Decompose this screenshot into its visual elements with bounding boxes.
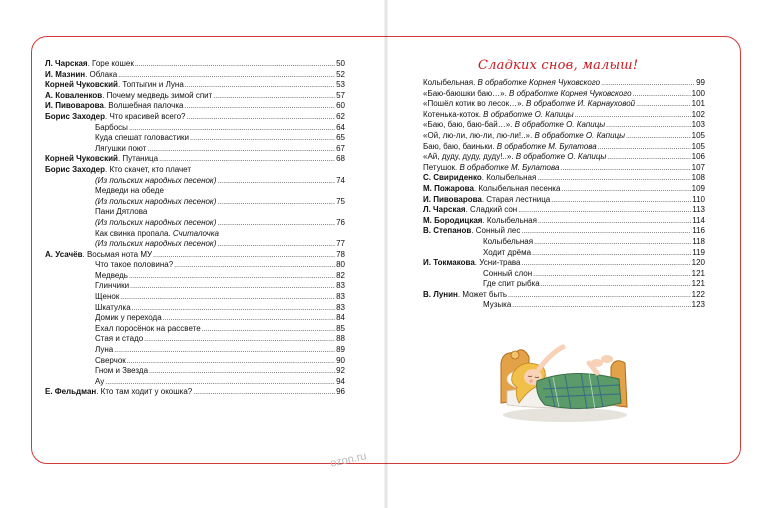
toc-entry-title <box>423 195 550 206</box>
toc-entry-text: Как свинка пропала. <box>95 228 173 238</box>
toc-entry <box>45 303 345 314</box>
toc-entry-text: . Колыбельная <box>481 173 537 183</box>
toc-page-number: 123 <box>691 300 705 310</box>
toc-page-number: 109 <box>691 183 705 193</box>
toc-entry-text: . Старая лестница <box>481 194 551 204</box>
toc-page-number: 121 <box>691 279 705 289</box>
leader-dots <box>518 206 691 217</box>
toc-page-number: 119 <box>692 247 705 257</box>
toc-entry <box>45 366 345 377</box>
toc-entry <box>45 101 345 112</box>
toc-page-number: 75 <box>336 196 345 206</box>
toc-entry <box>45 229 345 240</box>
leader-dots <box>636 100 691 111</box>
toc-entry-title <box>95 334 143 345</box>
toc-page-number: 108 <box>691 173 705 183</box>
toc-entry-text: . Кто там ходит у окошка? <box>96 387 193 397</box>
toc-entry-text: . Усни-трава <box>474 258 521 268</box>
toc-entry-text: В. Лунин <box>423 289 458 299</box>
toc-entry <box>45 176 345 187</box>
toc-entry <box>45 197 345 208</box>
toc-entry-title <box>95 207 147 218</box>
toc-entry-text: Котенька-коток. <box>423 109 484 119</box>
toc-entry-text: . Облака <box>85 69 118 79</box>
toc-entry-text: Луна <box>95 345 114 355</box>
toc-page-number: 67 <box>336 143 345 153</box>
toc-entry-text: Л. Чарская <box>423 205 466 215</box>
toc-page-number: 100 <box>691 88 705 98</box>
leader-dots <box>135 60 335 71</box>
toc-page-number: 106 <box>691 152 705 162</box>
toc-entry-text: «Ой, лю-ли, лю-ли, лю-ли!..». <box>423 130 535 140</box>
toc-entry <box>423 120 705 131</box>
toc-entry-title <box>483 269 532 280</box>
leader-dots <box>508 291 691 302</box>
toc-entry-text: «Ай, дуду, дуду, дуду!..». <box>423 152 516 162</box>
toc-entry <box>423 78 705 89</box>
toc-entry-text: А. Коваленков <box>45 90 103 100</box>
leader-dots <box>512 301 690 312</box>
toc-entry-text: Глинчики <box>95 281 130 291</box>
toc-page-number: 65 <box>336 133 345 143</box>
leader-dots <box>538 217 691 228</box>
toc-entry-text: Борис Заходер <box>45 111 106 121</box>
toc-page-number: 82 <box>336 270 345 280</box>
toc-entry-text: В обработке О. Капицы <box>515 152 607 162</box>
toc-entry-text: Медведи на обеде <box>95 186 164 196</box>
toc-entry-title <box>95 186 164 197</box>
toc-entry-text: С. Свириденко <box>423 173 482 183</box>
toc-entry-text: В обработке О. Капицы <box>514 120 606 130</box>
toc-entry-text: В обработке О. Капицы <box>534 130 625 140</box>
leader-dots <box>522 259 691 270</box>
toc-entry-text: Петушок. <box>423 162 460 172</box>
toc-page-number: 90 <box>336 355 345 365</box>
toc-entry-title <box>423 142 597 153</box>
toc-entry-text: . Восьмая нота МУ <box>82 249 153 259</box>
toc-page-number: 83 <box>336 292 345 302</box>
toc-entry-text: А. Усачёв <box>45 249 83 259</box>
toc-entry-title <box>95 133 189 144</box>
leader-dots <box>541 280 691 291</box>
toc-entry <box>423 184 705 195</box>
toc-entry-text: . Что красивей всего? <box>105 111 186 121</box>
toc-entry-title <box>95 197 216 208</box>
toc-entry-title <box>423 99 635 110</box>
toc-entry-text: . Может быть <box>457 289 508 299</box>
toc-entry-text: (Из польских народных песенок) <box>95 217 217 227</box>
toc-page-number: 92 <box>336 366 345 376</box>
leader-dots <box>129 272 335 283</box>
toc-entry-text: И. Мазнин <box>45 69 86 79</box>
toc-entry-text: Колыбельная <box>483 236 534 246</box>
toc-entry-title <box>423 120 605 131</box>
toc-page-number: 120 <box>691 258 705 268</box>
toc-entry-title <box>95 260 173 271</box>
toc-entry <box>45 70 345 81</box>
toc-entry-title <box>423 131 625 142</box>
section-title: Сладких снов, малыш! <box>478 58 639 73</box>
toc-entry-text: . Сладкий сон <box>465 205 518 215</box>
toc-entry <box>45 186 345 197</box>
toc-entry <box>45 345 345 356</box>
toc-entry-title <box>423 110 574 121</box>
toc-entry-title <box>45 250 152 261</box>
toc-page-number: 105 <box>691 130 705 140</box>
toc-page-number: 83 <box>336 302 345 312</box>
leader-dots <box>127 357 335 368</box>
toc-page-number: 113 <box>692 205 705 215</box>
toc-entry-text: Куда спешат головастики <box>95 133 190 143</box>
toc-entry-title <box>423 89 632 100</box>
toc-entry <box>45 239 345 250</box>
toc-entry <box>423 237 705 248</box>
leader-dots <box>144 335 335 346</box>
toc-entry-text: И. Токмакова <box>423 258 475 268</box>
toc-entry <box>423 258 705 269</box>
leader-dots <box>633 90 691 101</box>
leader-dots <box>202 325 335 336</box>
leader-dots <box>217 219 335 230</box>
toc-page-number: 74 <box>336 175 345 185</box>
toc-page-number: 89 <box>336 345 345 355</box>
toc-entry <box>423 152 705 163</box>
toc-entry-text: «Баю-баюшки баю…». <box>423 88 510 98</box>
toc-entry <box>423 89 705 100</box>
toc-entry-title <box>45 101 183 112</box>
leader-dots <box>193 388 335 399</box>
toc-entry-title <box>45 154 158 165</box>
toc-entry-text: И. Пивоварова <box>45 101 104 111</box>
leader-dots <box>561 185 690 196</box>
toc-entry-text: В. Степанов <box>423 226 472 236</box>
toc-entry <box>423 248 705 259</box>
toc-entry <box>45 207 345 218</box>
toc-entry <box>45 218 345 229</box>
toc-entry <box>45 292 345 303</box>
toc-page-number: 83 <box>336 281 345 291</box>
toc-entry <box>423 195 705 206</box>
toc-page-number: 64 <box>336 122 345 132</box>
toc-page-number: 77 <box>336 239 345 249</box>
leader-dots <box>120 293 335 304</box>
toc-entry-title <box>45 165 191 176</box>
toc-page-number: 78 <box>336 249 345 259</box>
toc-entry-title <box>95 324 201 335</box>
toc-entry <box>45 250 345 261</box>
toc-page-number: 53 <box>336 80 345 90</box>
leader-dots <box>130 282 335 293</box>
toc-page-number: 114 <box>692 215 705 225</box>
toc-entry <box>423 269 705 280</box>
toc-page-number: 68 <box>336 154 345 164</box>
toc-entry <box>45 123 345 134</box>
toc-entry-text: . Сонный лес <box>471 226 521 236</box>
toc-entry-title <box>95 218 216 229</box>
toc-entry-text: Сонный слон <box>483 268 533 278</box>
toc-entry <box>423 110 705 121</box>
toc-entry <box>423 163 705 174</box>
toc-entry <box>45 377 345 388</box>
toc-entry-text: В обработке И. Карнауховой <box>526 99 636 109</box>
toc-entry-title <box>483 300 511 311</box>
toc-entry-text: «Пошёл котик во лесок…». <box>423 99 527 109</box>
leader-dots <box>184 102 335 113</box>
toc-page-number: 116 <box>692 226 705 236</box>
toc-page-number: 76 <box>336 217 345 227</box>
toc-entry <box>45 387 345 398</box>
toc-entry-title <box>45 59 134 70</box>
toc-entry-text: Корней Чуковский <box>45 80 118 90</box>
toc-entry-text: Барбосы <box>95 122 128 132</box>
toc-entry-title <box>45 70 117 81</box>
toc-entry-text: Медведь <box>95 270 128 280</box>
toc-entry-text: Л. Чарская <box>45 59 88 68</box>
toc-entry-title <box>95 123 128 134</box>
watermark: ozon.ru <box>329 450 368 470</box>
toc-page-number: 102 <box>691 109 705 119</box>
toc-entry <box>423 216 705 227</box>
toc-entry-title <box>483 279 540 290</box>
toc-entry-text: . Кто скачет, кто плачет <box>105 164 192 174</box>
toc-entry <box>45 271 345 282</box>
toc-entry-text: (Из польских народных песенок) <box>95 175 217 185</box>
toc-entry-title <box>95 313 162 324</box>
toc-entry <box>45 154 345 165</box>
toc-entry-title <box>95 229 219 240</box>
toc-entry <box>45 324 345 335</box>
toc-entry-text: . Топтыгин и Луна <box>117 80 184 90</box>
toc-entry <box>45 112 345 123</box>
leader-dots <box>533 270 691 281</box>
sleeping-girl-illustration <box>493 333 633 423</box>
toc-entry <box>423 205 705 216</box>
toc-entry-title <box>423 152 606 163</box>
leader-dots <box>534 238 691 249</box>
toc-entry-text: В обработке Корнея Чуковского <box>509 88 632 98</box>
toc-page-number: 103 <box>691 120 705 130</box>
toc-entry-title <box>95 239 216 250</box>
toc-entry-text: Что такое половина? <box>95 260 174 270</box>
toc-entry <box>423 290 705 301</box>
toc-entry-text: . Путаница <box>117 154 159 164</box>
leader-dots <box>607 153 690 164</box>
toc-entry-title <box>95 292 119 303</box>
toc-entry-text: В обработке Корнея Чуковского <box>477 78 601 87</box>
toc-entry-title <box>45 387 192 398</box>
toc-entry-text: Считалочка <box>172 228 219 238</box>
toc-entry-text: Колыбельная. <box>423 78 478 87</box>
toc-entry <box>45 91 345 102</box>
toc-entry <box>45 144 345 155</box>
toc-entry-title <box>483 248 531 259</box>
toc-entry <box>423 300 705 311</box>
toc-entry-text: М. Бородицкая <box>423 215 483 225</box>
toc-page-number: 107 <box>691 162 705 172</box>
toc-entry-text: И. Пивоварова <box>423 194 482 204</box>
toc-entry <box>423 142 705 153</box>
toc-entry <box>45 281 345 292</box>
toc-entry <box>423 279 705 290</box>
leader-dots <box>114 346 335 357</box>
leader-dots <box>213 92 335 103</box>
toc-entry <box>45 356 345 367</box>
toc-entry-title <box>95 281 129 292</box>
book-spine <box>384 0 388 508</box>
toc-entry-text: . Колыбельная песенка <box>473 183 561 193</box>
toc-page-number: 94 <box>336 376 345 386</box>
leader-dots <box>132 304 335 315</box>
toc-entry-title <box>423 163 559 174</box>
leader-dots <box>217 198 335 209</box>
leader-dots <box>190 134 335 145</box>
toc-page-number: 84 <box>336 313 345 323</box>
toc-entry-text: М. Пожарова <box>423 183 474 193</box>
left-table-of-contents <box>45 59 345 398</box>
toc-entry-title <box>423 216 537 227</box>
toc-entry-text: Ау <box>95 376 105 386</box>
toc-entry-text: Шкатулка <box>95 302 131 312</box>
toc-page-number: 80 <box>336 260 345 270</box>
toc-page-number: 96 <box>336 387 345 397</box>
toc-page-number: 60 <box>336 101 345 111</box>
toc-entry-text: Е. Фельдман <box>45 387 97 397</box>
toc-entry-text: Борис Заходер <box>45 164 106 174</box>
toc-entry-text: Корней Чуковский <box>45 154 118 164</box>
toc-entry-title <box>95 271 128 282</box>
toc-entry-text: . Почему медведь зимой спит <box>102 90 213 100</box>
toc-page-number: 88 <box>336 334 345 344</box>
toc-page-number: 50 <box>336 59 345 68</box>
toc-entry-text: . Волшебная палочка <box>103 101 184 111</box>
toc-page-number: 62 <box>336 111 345 121</box>
toc-entry-title <box>423 184 560 195</box>
toc-page-number: 52 <box>336 69 345 79</box>
toc-entry-title <box>95 377 104 388</box>
toc-entry <box>45 80 345 91</box>
leader-dots <box>217 177 335 188</box>
toc-entry-text: Ходит дрёма <box>483 247 532 257</box>
toc-entry-text: Домик у перехода <box>95 313 162 323</box>
toc-entry-text: В обработке О. Капицы <box>483 109 574 119</box>
toc-page-number: 110 <box>692 194 705 204</box>
toc-entry-title <box>423 258 521 269</box>
toc-entry-title <box>95 176 216 187</box>
toc-page-number: 85 <box>336 323 345 333</box>
toc-entry-title <box>423 205 517 216</box>
leader-dots <box>560 164 690 175</box>
toc-entry-title <box>95 303 131 314</box>
toc-entry <box>423 226 705 237</box>
toc-entry-title <box>45 91 212 102</box>
leader-dots <box>521 227 691 238</box>
toc-entry-title <box>95 356 126 367</box>
toc-entry-title <box>95 345 113 356</box>
toc-page-number: 101 <box>691 99 705 109</box>
leader-dots <box>174 261 335 272</box>
toc-page-number: 105 <box>691 141 705 151</box>
leader-dots <box>551 196 691 207</box>
toc-page-number: 122 <box>691 289 705 299</box>
leader-dots <box>598 143 691 154</box>
toc-entry-title <box>45 112 185 123</box>
toc-entry-title <box>423 173 536 184</box>
leader-dots <box>626 132 691 143</box>
toc-entry-text: Сверчок <box>95 355 126 365</box>
leader-dots <box>153 251 335 262</box>
leader-dots <box>147 145 335 156</box>
toc-entry-title <box>423 226 520 237</box>
right-table-of-contents <box>423 78 705 311</box>
toc-page-number: 121 <box>691 268 705 278</box>
toc-entry-text: . Колыбельная <box>482 215 537 225</box>
toc-entry-text: Ехал поросёнок на рассвете <box>95 323 201 333</box>
toc-entry-title <box>483 237 533 248</box>
toc-entry-text: Гном и Звезда <box>95 366 149 376</box>
toc-entry <box>45 260 345 271</box>
toc-entry <box>45 165 345 176</box>
toc-entry <box>45 133 345 144</box>
leader-dots <box>217 240 335 251</box>
leader-dots <box>149 367 335 378</box>
toc-entry <box>45 313 345 324</box>
leader-dots <box>532 249 691 260</box>
toc-entry <box>423 99 705 110</box>
toc-entry <box>45 59 345 70</box>
toc-entry-text: Щенок <box>95 292 120 302</box>
toc-entry-title <box>95 366 148 377</box>
toc-entry-text: (Из польских народных песенок) <box>95 239 217 249</box>
toc-entry-text: В обработке М. Булатова <box>496 141 597 151</box>
toc-entry-title <box>423 78 600 89</box>
toc-entry-text: Баю, баю, баиньки. <box>423 141 497 151</box>
toc-entry <box>423 173 705 184</box>
leader-dots <box>186 113 335 124</box>
toc-entry-text: Где спит рыбка <box>483 279 540 289</box>
toc-entry-text: Стая и стадо <box>95 334 144 344</box>
toc-entry <box>423 131 705 142</box>
toc-entry-text: Лягушки поют <box>95 143 147 153</box>
toc-entry-title <box>95 144 146 155</box>
toc-entry-text: . Горе кошек <box>87 59 134 68</box>
toc-entry-title <box>45 80 184 91</box>
toc-entry-text: В обработке М. Булатова <box>459 162 560 172</box>
toc-entry-text: Пани Дятлова <box>95 207 148 217</box>
toc-page-number: 57 <box>336 90 345 100</box>
toc-entry-text: (Из польских народных песенок) <box>95 196 217 206</box>
toc-entry-title <box>423 290 507 301</box>
toc-page-number: 118 <box>692 236 705 246</box>
toc-page-number: 99 <box>696 78 705 87</box>
toc-entry-text: «Баю, баю, баю-бай…». <box>423 120 515 130</box>
toc-entry <box>45 334 345 345</box>
toc-entry-text: Музыка <box>483 300 512 310</box>
